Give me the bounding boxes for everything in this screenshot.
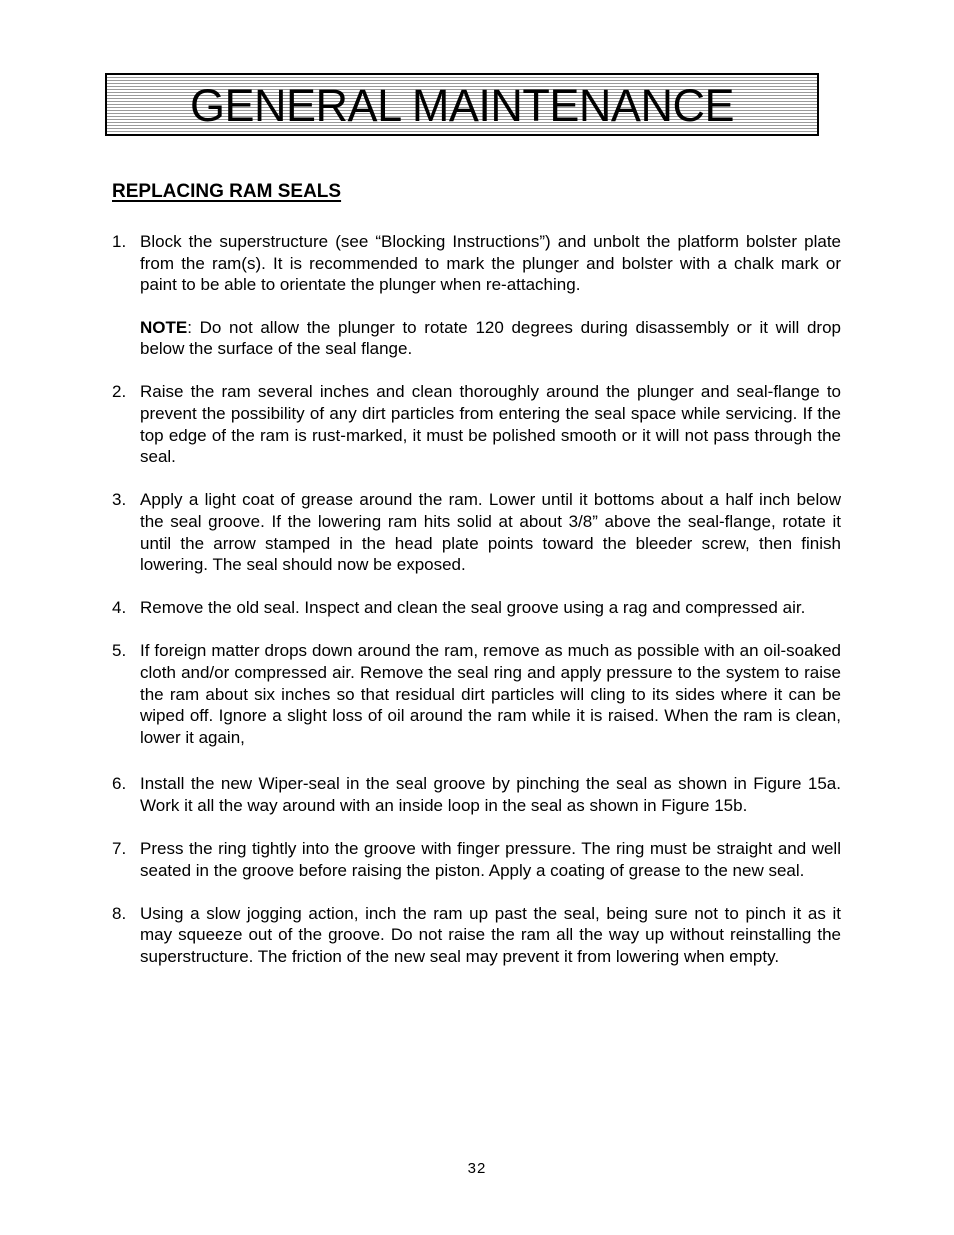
step-5 <box>112 640 841 748</box>
step-3 <box>112 489 841 575</box>
step-text: Using a slow jogging action, inch the ram up past the seal, being sure not to pinch it as it may squeeze out of the groove. Do not raise the ram all the way up without reinstalling the superstructure. The friction of the new seal may prevent it from lowering when empty. <box>140 903 841 966</box>
note-text: : Do not allow the plunger to rotate 120 degrees during disassembly or it will drop below the surface of the seal flange. <box>140 317 841 359</box>
step-4 <box>112 597 841 619</box>
step-1 <box>112 231 841 296</box>
step-text: Install the new Wiper-seal in the seal groove by pinching the seal as shown in Figure 15a. Work it all the way around with an inside loop in the seal as shown in Figure 15b. <box>140 774 841 815</box>
step-text: If foreign matter drops down around the ram, remove as much as possible with an oil-soaked cloth and/or compressed air. Remove the seal ring and apply pressure to the system to raise the ram about six inches so that residual dirt particles will cling to its sides where it can be wiped off. Ignore a slight loss of oil around the ram while it is raised. When the ram is clean, lower it again, <box>140 641 841 747</box>
step-text: Apply a light coat of grease around the ram. Lower until it bottoms about a half inch below the seal groove. If the lowering ram hits solid at about 3/8” above the seal-flange, rotate it until the arrow stamped in the head plate points toward the bleeder screw, then finish lowering. The seal should now be exposed. <box>140 490 841 575</box>
step-text: Raise the ram several inches and clean thoroughly around the plunger and seal-flange to prevent the possibility of any dirt particles from entering the seal space while servicing. If the top edge of the ram is rust-marked, it must be polished smooth or it will not pass through the seal. <box>140 382 841 467</box>
instructions-list <box>112 231 841 967</box>
step-text: Press the ring tightly into the groove with finger pressure. The ring must be straight and well seated in the groove before raising the piston. Apply a coating of grease to the new seal. <box>140 838 841 880</box>
step-number: 8. <box>112 903 127 923</box>
note-label: NOTE <box>140 317 188 337</box>
section-heading: REPLACING RAM SEALS <box>112 181 342 202</box>
step-number: 4. <box>112 598 127 618</box>
step-8 <box>112 903 841 968</box>
step-number: 3. <box>112 490 127 510</box>
step-number: 1. <box>112 232 127 251</box>
step-number: 7. <box>112 838 127 858</box>
title-banner <box>105 73 819 136</box>
step-text: Remove the old seal. Inspect and clean the seal groove using a rag and compressed air. <box>140 598 806 618</box>
step-7 <box>112 838 841 881</box>
step-6 <box>112 773 841 816</box>
step-number: 6. <box>112 774 127 794</box>
page-title: GENERAL MAINTENANCE <box>190 80 734 131</box>
note <box>112 317 841 360</box>
step-text: Block the superstructure (see “Blocking Instructions”) and unbolt the platform bolster plate from the ram(s). It is recommended to mark the plunger and bolster with a chalk mark or paint to be able to orientate the plunger when re-attaching. <box>140 232 841 295</box>
page-number: 32 <box>467 1160 487 1177</box>
step-number: 5. <box>112 641 127 661</box>
step-2 <box>112 381 841 467</box>
step-number: 2. <box>112 382 127 402</box>
